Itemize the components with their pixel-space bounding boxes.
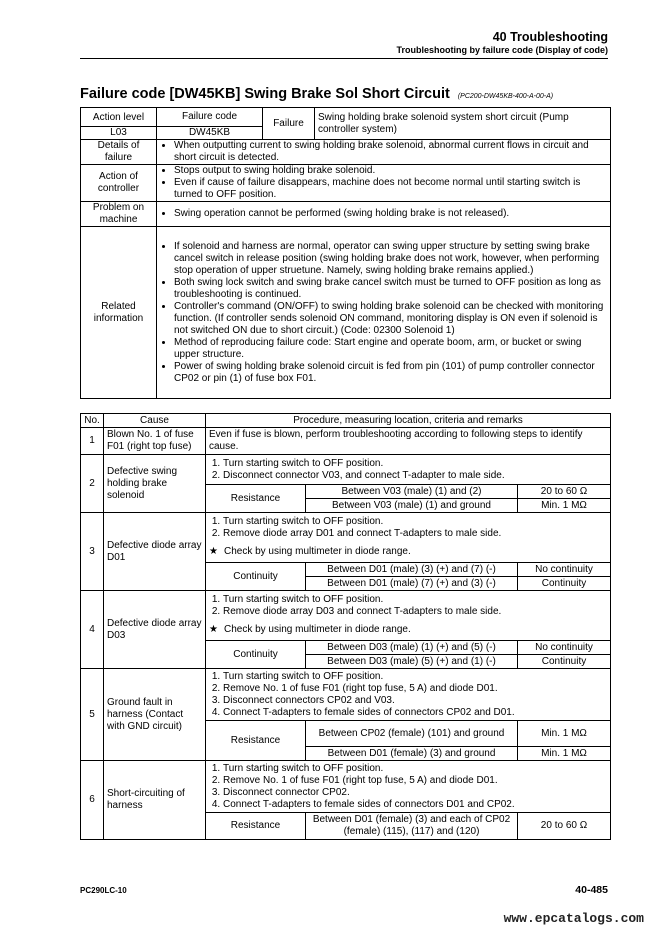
table-row	[81, 761, 611, 813]
failure-text: Swing holding brake solenoid system short circuit (Pump controller system)	[315, 108, 611, 140]
action-level-value: L03	[81, 127, 157, 140]
measure-type: Resistance	[206, 721, 306, 761]
action-label: Action of controller	[81, 165, 157, 202]
row-number: 4	[81, 591, 104, 669]
step: 1. Turn starting switch to OFF position.	[223, 516, 607, 528]
step: 1. Turn starting switch to OFF position.	[223, 594, 607, 606]
step: 3. Disconnect connectors CP02 and V03.	[223, 695, 607, 707]
page-title	[80, 86, 553, 102]
step: 2. Remove No. 1 of fuse F01 (right top fuse, 5 A) and diode D01.	[223, 775, 607, 787]
failure-info-table	[80, 107, 611, 399]
page-number: 40-485	[575, 884, 608, 896]
row-note: ★ Check by using multimeter in diode range.	[206, 621, 611, 641]
row-steps	[206, 669, 611, 721]
check-location: Between V03 (male) (1) and (2)	[306, 485, 518, 499]
problem-cell	[157, 202, 611, 227]
troubleshooting-table	[80, 413, 611, 840]
header-procedure: Procedure, measuring location, criteria and remarks	[206, 414, 611, 428]
step: 1. Turn starting switch to OFF position.	[223, 671, 607, 683]
step: 2. Disconnect connector V03, and connect T-adapter to male side.	[223, 470, 607, 482]
failure-code-label: Failure code	[157, 108, 263, 127]
failure-code-value: DW45KB	[157, 127, 263, 140]
check-location: Between D01 (female) (3) and ground	[306, 747, 518, 761]
table-row	[81, 428, 611, 455]
measure-type: Resistance	[206, 485, 306, 513]
problem-label: Problem on machine	[81, 202, 157, 227]
related-item: • Power of swing holding brake solenoid circuit is fed from pin (101) of pump controller connector CP02 or pin (1) of fuse box F01.	[174, 361, 607, 385]
step: 1. Turn starting switch to OFF position.	[223, 763, 607, 775]
check-value: 20 to 60 Ω	[518, 485, 611, 499]
details-cell	[157, 140, 611, 165]
row-cause: Defective diode array D01	[104, 513, 206, 591]
check-location: Between D01 (male) (3) (+) and (7) (-)	[306, 563, 518, 577]
related-label: Related information	[81, 227, 157, 399]
page-title-text: Failure code [DW45KB] Swing Brake Sol Short Circuit	[80, 86, 450, 102]
row-number: 1	[81, 428, 104, 455]
row-cause: Blown No. 1 of fuse F01 (right top fuse)	[104, 428, 206, 455]
check-location: Between D01 (female) (3) and each of CP02 (female) (115), (117) and (120)	[306, 813, 518, 840]
check-location: Between V03 (male) (1) and ground	[306, 499, 518, 513]
action-level-label: Action level	[81, 108, 157, 127]
measure-type: Continuity	[206, 641, 306, 669]
watermark: www.epcatalogs.com	[503, 911, 644, 926]
problem-item: • Swing operation cannot be performed (swing holding brake is not released).	[174, 208, 607, 220]
action-item: • Even if cause of failure disappears, machine does not become normal until starting switch is turned to OFF position.	[174, 177, 607, 201]
table-row	[81, 513, 611, 543]
check-location: Between CP02 (female) (101) and ground	[306, 721, 518, 747]
section-title: 40 Troubleshooting	[492, 30, 608, 44]
row-cause: Short-circuiting of harness	[104, 761, 206, 840]
failure-label: Failure	[263, 108, 315, 140]
step: 4. Connect T-adapters to female sides of connectors CP02 and D01.	[223, 707, 607, 719]
step: 2. Remove diode array D03 and connect T-adapters to male side.	[223, 606, 607, 618]
row-steps	[206, 455, 611, 485]
check-value: 20 to 60 Ω	[518, 813, 611, 840]
check-value: Min. 1 MΩ	[518, 747, 611, 761]
row-note: ★ Check by using multimeter in diode range.	[206, 543, 611, 563]
row-cause: Ground fault in harness (Contact with GND circuit)	[104, 669, 206, 761]
measure-type: Continuity	[206, 563, 306, 591]
row-cause: Defective swing holding brake solenoid	[104, 455, 206, 513]
related-cell	[157, 227, 611, 399]
row-text: Even if fuse is blown, perform troubleshooting according to following steps to identify cause.	[206, 428, 611, 455]
table-row	[81, 591, 611, 621]
action-cell	[157, 165, 611, 202]
related-item: • Both swing lock switch and swing brake cancel switch must be turned to OFF position as long as troubleshooting is continued.	[174, 277, 607, 301]
header-divider	[80, 58, 608, 59]
related-item: • Controller's command (ON/OFF) to swing holding brake solenoid can be checked with monitoring function. (If controller sends solenoid ON command, monitoring display is ON even if solenoid is not switched ON due to short circuit.) (Code: 02300 Solenoid 1)	[174, 301, 607, 337]
related-item: • Method of reproducing failure code: Start engine and operate boom, arm, or bucket or swing upper structure.	[174, 337, 607, 361]
action-item: • Stops output to swing holding brake solenoid.	[174, 165, 607, 177]
row-number: 5	[81, 669, 104, 761]
details-item: • When outputting current to swing holding brake solenoid, abnormal current flows in circuit and short circuit is detected.	[174, 140, 607, 164]
check-value: Continuity	[518, 655, 611, 669]
related-item: • If solenoid and harness are normal, operator can swing upper structure by setting swing brake cancel switch in release position (swing holding brake does not work, however, when performing stop operation of upper struetune. Namely, swing holding brake remains applied.)	[174, 241, 607, 277]
header-cause: Cause	[104, 414, 206, 428]
row-steps	[206, 513, 611, 543]
check-location: Between D03 (male) (5) (+) and (1) (-)	[306, 655, 518, 669]
check-location: Between D01 (male) (7) (+) and (3) (-)	[306, 577, 518, 591]
row-number: 2	[81, 455, 104, 513]
header-no: No.	[81, 414, 104, 428]
row-steps	[206, 591, 611, 621]
check-location: Between D03 (male) (1) (+) and (5) (-)	[306, 641, 518, 655]
row-number: 3	[81, 513, 104, 591]
measure-type: Resistance	[206, 813, 306, 840]
step: 3. Disconnect connector CP02.	[223, 787, 607, 799]
document-code: (PC200-DW45KB-400-A-00-A)	[457, 93, 554, 100]
check-value: No continuity	[518, 563, 611, 577]
step: 1. Turn starting switch to OFF position.	[223, 458, 607, 470]
check-value: Min. 1 MΩ	[518, 721, 611, 747]
row-cause: Defective diode array D03	[104, 591, 206, 669]
check-value: No continuity	[518, 641, 611, 655]
model-number: PC290LC-10	[80, 886, 127, 895]
table-row	[81, 455, 611, 485]
row-number: 6	[81, 761, 104, 840]
check-value: Continuity	[518, 577, 611, 591]
section-subtitle: Troubleshooting by failure code (Display of code)	[396, 45, 608, 55]
details-label: Details of failure	[81, 140, 157, 165]
row-steps	[206, 761, 611, 813]
step: 2. Remove diode array D01 and connect T-adapters to male side.	[223, 528, 607, 540]
check-value: Min. 1 MΩ	[518, 499, 611, 513]
table-row	[81, 669, 611, 721]
step: 4. Connect T-adapters to female sides of connectors D01 and CP02.	[223, 799, 607, 811]
step: 2. Remove No. 1 of fuse F01 (right top fuse, 5 A) and diode D01.	[223, 683, 607, 695]
